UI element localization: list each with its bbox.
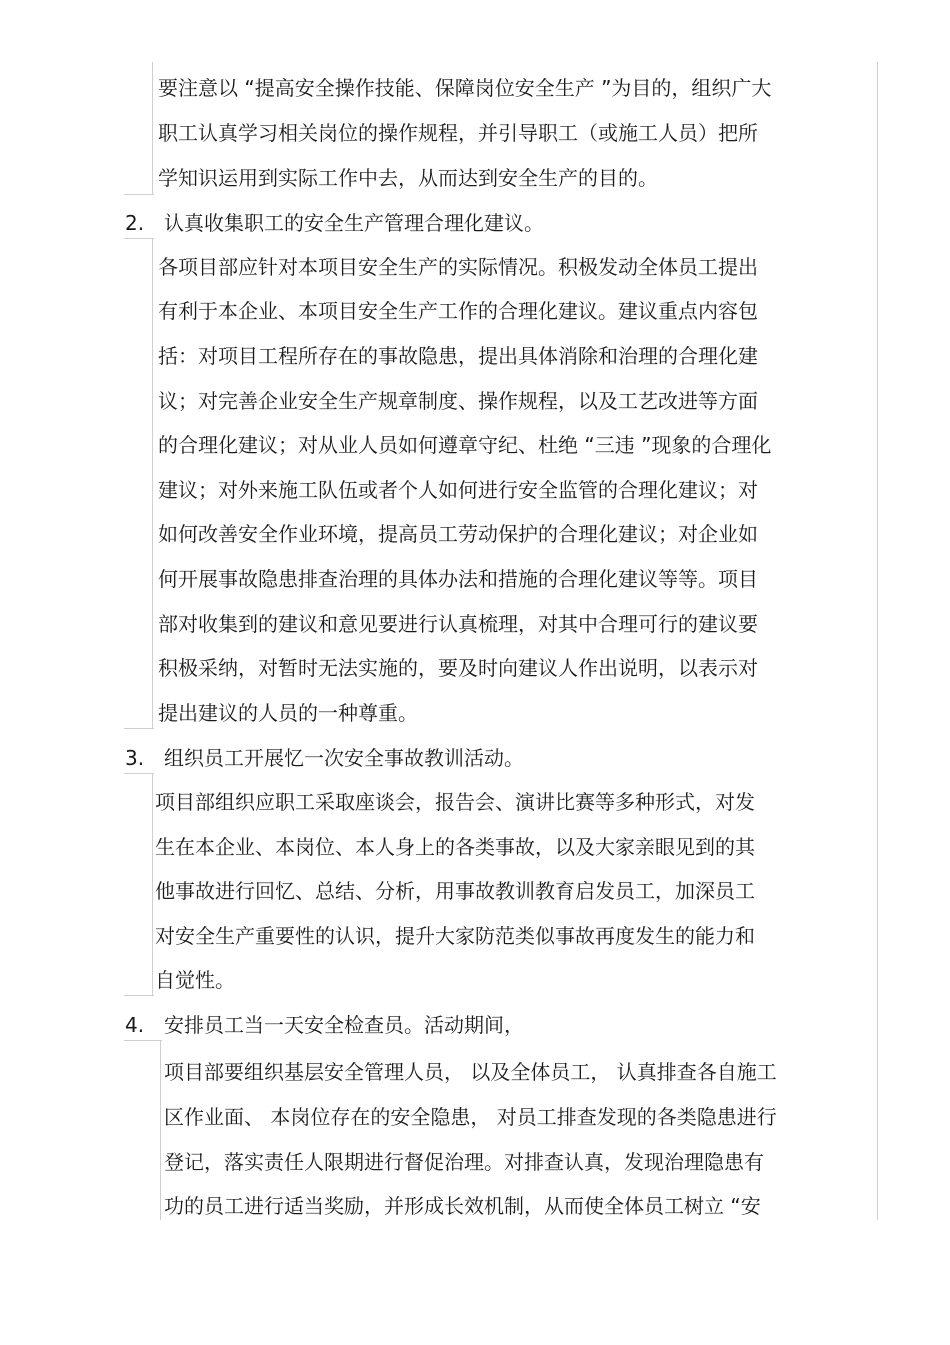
item-2-line-6: 建议；对外来施工队伍或者个人如何进行安全监管的合理化建议；对: [158, 478, 758, 502]
item-2-line-8: 何开展事故隐患排查治理的具体办法和措施的合理化建议等等。项目: [158, 567, 758, 591]
border-row-2-bottom: [124, 238, 154, 239]
item-2-number: 2.: [125, 211, 145, 235]
item-2-line-5: 的合理化建议；对从业人员如何遵章守纪、杜绝 “三违 ”现象的合理化: [158, 433, 772, 457]
border-row-2-top: [124, 194, 154, 195]
border-left-item3: [152, 773, 153, 995]
item-2-line-3: 括：对项目工程所存在的事故隐患，提出具体消除和治理的合理化建: [158, 344, 758, 368]
item-3-line-4: 对安全生产重要性的认识，提升大家防范类似事故再度发生的能力和: [155, 924, 755, 948]
item-3-heading: 组织员工开展忆一次安全事故教训活动。: [164, 746, 524, 770]
border-row-3-top: [124, 728, 154, 729]
item-2-line-1: 各项目部应针对本项目安全生产的实际情况。积极发动全体员工提出: [158, 255, 758, 279]
item-4-line-4: 功的员工进行适当奖励，并形成长效机制，从而使全体员工树立 “安: [164, 1194, 761, 1218]
border-left-item2: [152, 238, 153, 728]
intro-line-3: 学知识运用到实际工作中去，从而达到安全生产的目的。: [158, 166, 658, 190]
item-3-number: 3.: [125, 746, 145, 770]
border-left-item4: [160, 1040, 161, 1220]
intro-line-2: 职工认真学习相关岗位的操作规程，并引导职工（或施工人员）把所: [158, 121, 758, 145]
border-row-4-top: [124, 995, 154, 996]
border-row-4-bottom: [124, 1040, 162, 1041]
item-4-number: 4.: [125, 1013, 145, 1037]
intro-line-1: 要注意以 “提高安全操作技能、保障岗位安全生产 ”为目的，组织广大: [158, 76, 772, 100]
item-4-line-1: 项目部要组织基层安全管理人员， 以及全体员工， 认真排查各自施工: [164, 1060, 777, 1084]
border-row-3-bottom: [124, 773, 154, 774]
item-2-line-10: 积极采纳，对暂时无法实施的，要及时向建议人作出说明，以表示对: [158, 656, 758, 680]
item-3-line-2: 生在本企业、本岗位、本人身上的各类事故，以及大家亲眼见到的其: [155, 835, 755, 859]
item-3-line-5: 自觉性。: [155, 968, 235, 992]
item-2-heading: 认真收集职工的安全生产管理合理化建议。: [164, 211, 544, 235]
item-2-line-7: 如何改善安全作业环境，提高员工劳动保护的合理化建议；对企业如: [158, 522, 758, 546]
item-2-line-4: 议；对完善企业安全生产规章制度、操作规程，以及工艺改进等方面: [158, 389, 758, 413]
item-4-line-2: 区作业面、 本岗位存在的安全隐患， 对员工排查发现的各类隐患进行: [164, 1105, 777, 1129]
item-2-line-11: 提出建议的人员的一种尊重。: [158, 701, 418, 725]
item-3-line-1: 项目部组织应职工采取座谈会，报告会、演讲比赛等多种形式，对发: [155, 790, 755, 814]
item-2-line-2: 有利于本企业、本项目安全生产工作的合理化建议。建议重点内容包: [158, 299, 758, 323]
border-left-top: [152, 62, 153, 194]
item-4-heading: 安排员工当一天安全检查员。活动期间，: [164, 1013, 524, 1037]
border-right: [877, 62, 878, 1220]
item-4-line-3: 登记，落实责任人限期进行督促治理。对排查认真，发现治理隐患有: [164, 1150, 764, 1174]
item-2-line-9: 部对收集到的建议和意见要进行认真梳理，对其中合理可行的建议要: [158, 612, 758, 636]
item-3-line-3: 他事故进行回忆、总结、分析，用事故教训教育启发员工，加深员工: [155, 879, 755, 903]
